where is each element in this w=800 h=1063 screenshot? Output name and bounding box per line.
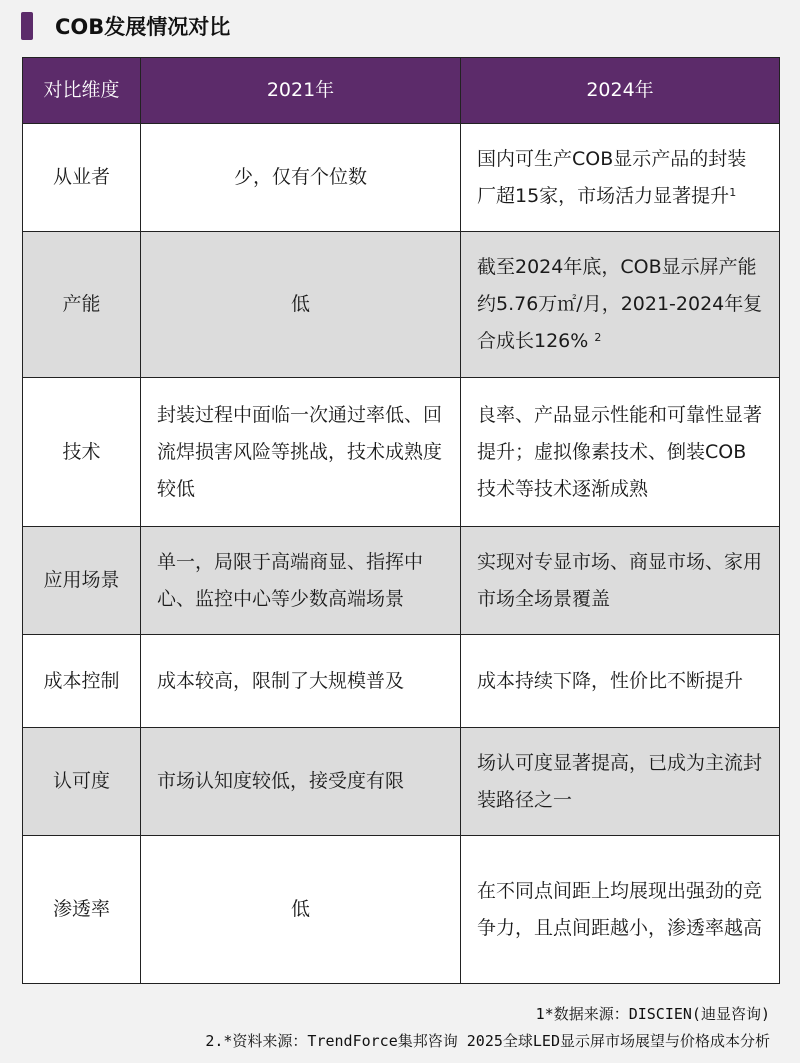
table-row [23,728,780,836]
cell-2024: 实现对专显市场、商显市场、家用市场全场景覆盖 [461,527,780,635]
header-2021: 2021年 [141,58,461,124]
dimension-cell: 技术 [23,378,141,527]
dimension-cell: 渗透率 [23,836,141,984]
cell-2024: 场认可度显著提高，已成为主流封装路径之一 [461,728,780,836]
cell-2021: 成本较高，限制了大规模普及 [141,635,461,728]
table-row [23,527,780,635]
dimension-cell: 产能 [23,232,141,378]
source-notes [205,1001,770,1055]
footnote-ref: 2 [594,331,602,344]
header-row [23,58,780,124]
cell-2021: 单一，局限于高端商显、指挥中心、监控中心等少数高端场景 [141,527,461,635]
dimension-cell: 认可度 [23,728,141,836]
cell-2021: 少，仅有个位数 [141,124,461,232]
cell-2024: 成本持续下降，性价比不断提升 [461,635,780,728]
comparison-table [22,57,780,984]
title-accent-bar [21,12,33,40]
dimension-cell: 成本控制 [23,635,141,728]
dimension-cell: 应用场景 [23,527,141,635]
header-dimension: 对比维度 [23,58,141,124]
cell-2021: 低 [141,232,461,378]
table-row [23,378,780,527]
title-text: COB发展情况对比 [55,15,231,39]
cell-2024-text: 截至2024年底，COB显示屏产能约5.76万㎡/月，2021-2024年复合成长126% [477,256,763,352]
cell-2024 [461,232,780,378]
table-row [23,124,780,232]
header-2024: 2024年 [461,58,780,124]
cell-2024: 在不同点间距上均展现出强劲的竞争力，且点间距越小，渗透率越高 [461,836,780,984]
footnote-ref: 1 [729,185,737,199]
cell-2021: 市场认知度较低，接受度有限 [141,728,461,836]
cell-2024: 良率、产品显示性能和可靠性显著提升；虚拟像素技术、倒装COB技术等技术逐渐成熟 [461,378,780,527]
dimension-cell: 从业者 [23,124,141,232]
source-note-2: 2.*资料来源：TrendForce集邦咨询 2025全球LED显示屏市场展望与价格成本分析 [205,1032,770,1050]
cell-2024-text: 国内可生产COB显示产品的封装厂超15家，市场活力显著提升 [477,147,747,207]
cell-2021: 封装过程中面临一次通过率低、回流焊损害风险等挑战，技术成熟度较低 [141,378,461,527]
table-row [23,635,780,728]
cell-2024 [461,124,780,232]
source-note-1: 1*数据来源：DISCIEN(迪显咨询) [535,1005,770,1023]
table-row [23,836,780,984]
cell-2021: 低 [141,836,461,984]
table-row [23,232,780,378]
section-title [21,11,230,41]
